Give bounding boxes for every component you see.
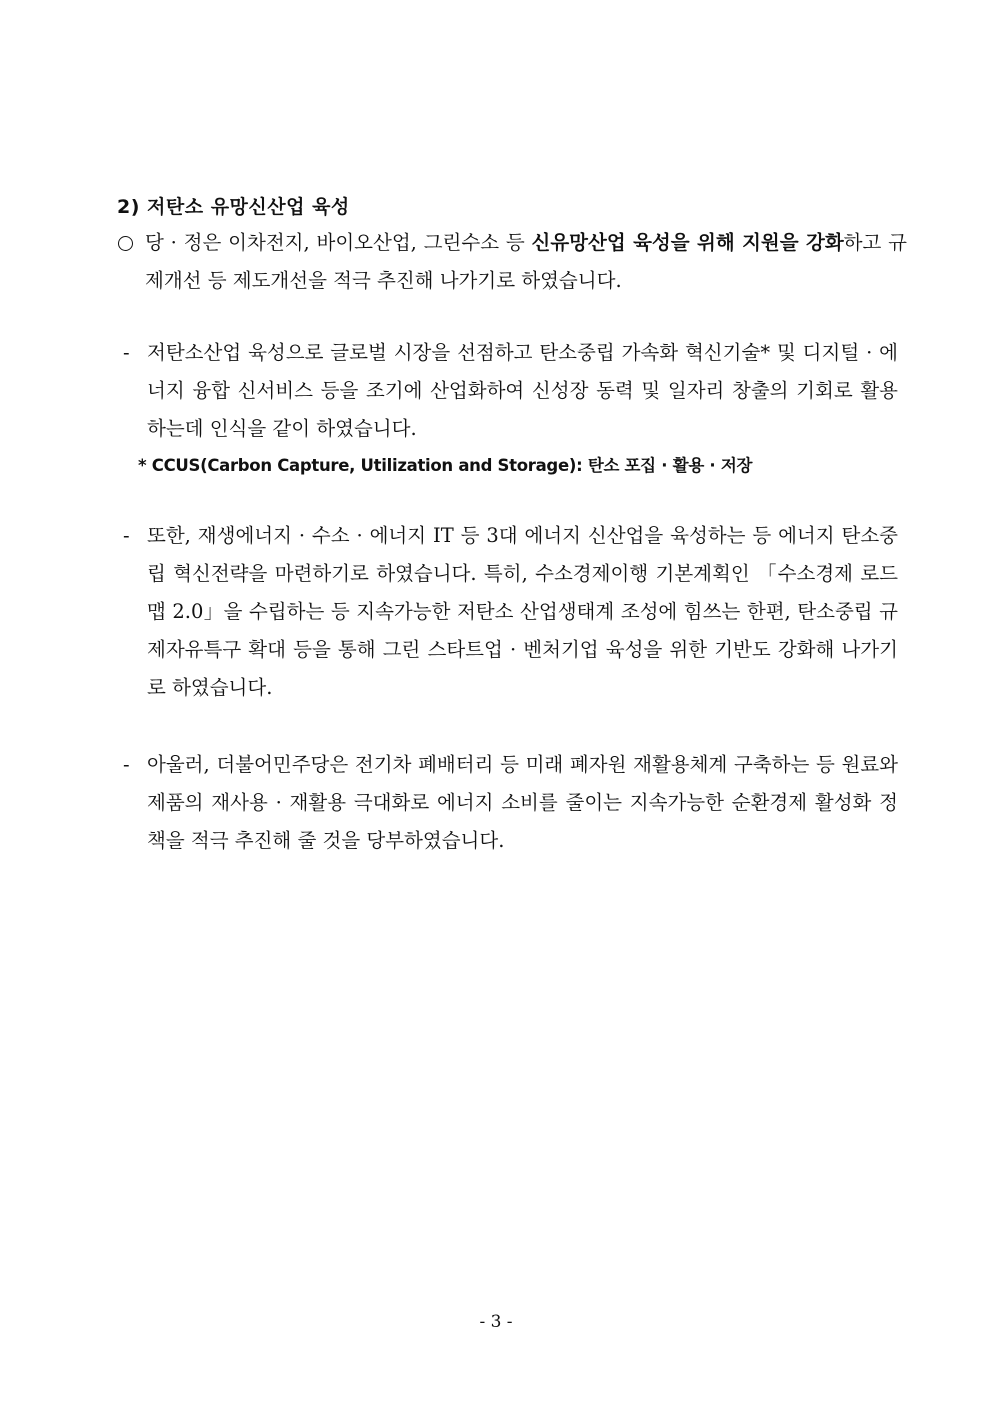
dash-paragraph-1: [123, 334, 898, 448]
paragraph-text-emphasis: 신유망산업 육성을 위해 지원을 강화: [531, 231, 844, 254]
circle-bullet-icon: [118, 236, 133, 251]
footnote: * CCUS(Carbon Capture, Utilization and Storage): 탄소 포집 · 활용 · 저장: [138, 456, 753, 475]
paragraph-text: [145, 224, 907, 300]
section-heading: 2) 저탄소 유망신산업 육성: [117, 196, 350, 218]
dash-paragraph-text: 아울러, 더불어민주당은 전기차 폐배터리 등 미래 폐자원 재활용체계 구축하는 등 원료와 제품의 재사용 · 재활용 극대화로 에너지 소비를 줄이는 지속가능한 순환경제 활성화 정책을 적극 추진해 줄 것을 당부하였습니다.: [147, 753, 898, 852]
dash-paragraph-text: 또한, 재생에너지 · 수소 · 에너지 IT 등 3대 에너지 신산업을 육성하는 등 에너지 탄소중립 혁신전략을 마련하기로 하였습니다. 특히, 수소경제이행 기본계획인 「수소경제 로드맵 2.0」을 수립하는 등 지속가능한 저탄소 산업생태계 조성에 힘쓰는 한편, 탄소중립 규제자유특구 확대 등을 통해 그린 스타트업 · 벤처기업 육성을 위한 기반도 강화해 나가기로 하였습니다.: [147, 524, 898, 699]
dash-paragraph-2: [123, 517, 898, 707]
dash-marker: -: [123, 524, 130, 547]
paragraph-text-before: 당 · 정은 이차전지, 바이오산업, 그린수소 등: [145, 231, 532, 254]
dash-paragraph-text: 저탄소산업 육성으로 글로벌 시장을 선점하고 탄소중립 가속화 혁신기술* 및 디지털 · 에너지 융합 신서비스 등을 조기에 산업화하여 신성장 동력 및 일자리 창출의 기회로 활용하는데 인식을 같이 하였습니다.: [147, 341, 898, 440]
circle-bullet-paragraph: [117, 224, 907, 300]
paragraph-text-after: 하고 규제개선 등 제도개선을 적극 추진해 나가기로 하였습니다.: [145, 231, 907, 292]
dash-marker: -: [123, 753, 130, 776]
dash-paragraph-3: [123, 746, 898, 860]
dash-marker: -: [123, 341, 130, 364]
page-number: - 3 -: [479, 1312, 513, 1332]
